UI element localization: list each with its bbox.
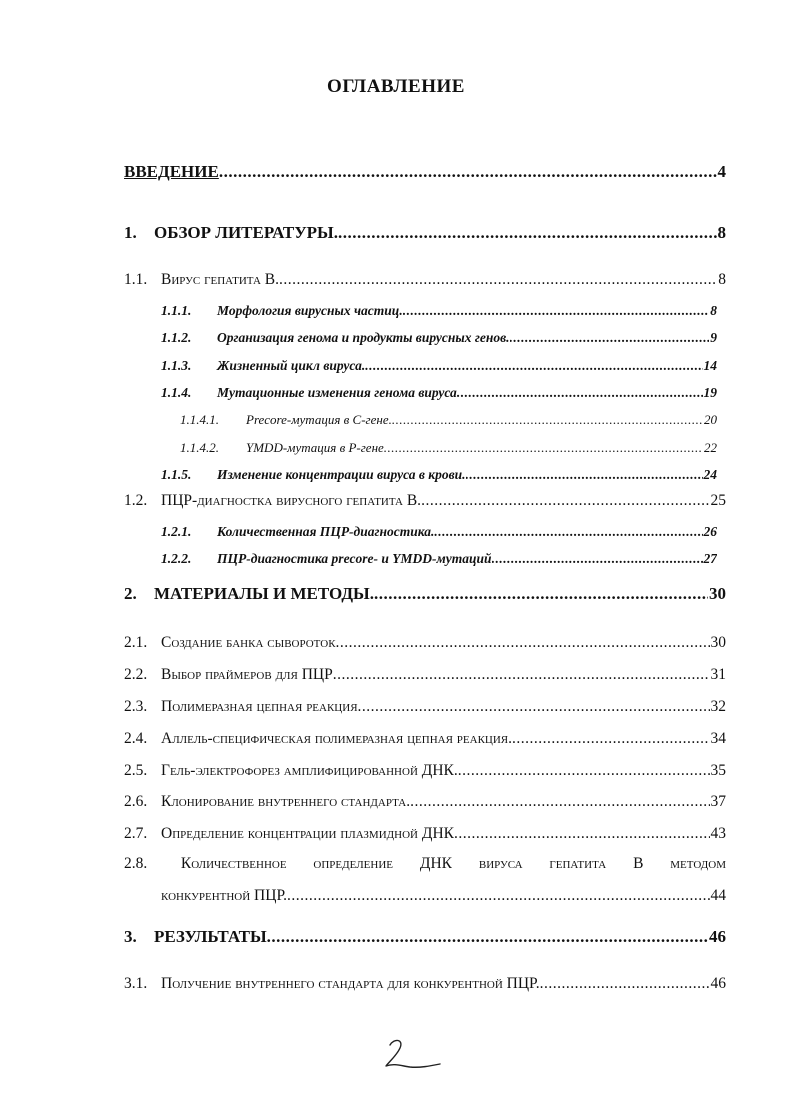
toc-number: 1.1.4. [161,385,192,400]
toc-number: 1.1.1. [161,303,192,318]
toc-entry-3-1 [124,972,726,996]
toc-entry-1-2 [124,489,726,513]
toc-number: 1.1. [124,271,148,288]
toc-page: 46 [709,927,726,946]
toc-word: В [633,855,644,872]
toc-entry-1-2-2 [161,547,717,571]
toc-number: 2.2. [124,666,148,683]
toc-number: 2.1. [124,634,148,651]
toc-word: вируса [478,855,523,872]
toc-leader [410,790,709,814]
toc-leader [392,408,703,432]
toc-page: 24 [703,467,717,482]
toc-page: 35 [710,762,726,779]
toc-leader [492,547,703,571]
toc-entry-1-2-1 [161,520,717,544]
toc-leader [466,463,703,487]
toc-leader [434,520,702,544]
toc-leader [333,663,710,687]
toc-leader [512,727,709,751]
toc-label: Жизненный цикл вируса. [217,358,366,373]
toc-label: Морфология вирусных частиц. [217,303,403,318]
toc-label: Получение внутреннего стандарта для конкурентной ПЦР. [161,975,540,992]
toc-number: 1.1.2. [161,330,192,345]
toc-entry-2-7 [124,822,726,846]
toc-entry-chapter-1 [124,221,726,245]
toc-entry-1-1-4 [161,381,717,405]
toc-number: 1.1.3. [161,358,192,373]
toc-leader [279,268,717,292]
toc-label: Изменение концентрации вируса в крови. [217,467,466,482]
toc-leader [384,436,703,460]
toc-page: 8 [710,303,717,318]
handwritten-page-number [378,1036,448,1076]
toc-leader [540,972,710,996]
toc-label: Определение концентрации плазмидной ДНК [161,825,454,842]
toc-entry-1-1-1 [161,299,717,323]
toc-entry-chapter-2 [124,582,726,606]
toc-label: Вирус гепатита В. [161,271,279,288]
toc-entry-1-1-2 [161,326,717,350]
toc-label: Аллель-специфическая полимеразная цепная реакция. [161,730,513,747]
toc-label: Мутационные изменения генома вируса [217,385,457,400]
toc-entry-1-1-4-1 [180,408,717,432]
toc-word: Количественное [180,855,287,872]
toc-page: 31 [710,666,726,683]
toc-number: 1.1.4.2. [180,440,219,455]
toc-page: 14 [703,358,717,373]
toc-word: гепатита [549,855,607,872]
toc-page: 27 [703,551,717,566]
toc-leader [338,221,717,245]
toc-word: методом [670,855,726,872]
toc-leader [458,759,710,783]
toc-leader [219,160,717,184]
toc-label: Количественная ПЦР-диагностика. [217,524,435,539]
toc-label: ПЦР-диагностика precore- и YMDD-мутаций [217,551,492,566]
toc-leader [454,822,710,846]
toc-leader [374,582,708,606]
toc-leader [365,354,702,378]
toc-number: 1.2.1. [161,524,192,539]
toc-entry-1-1-4-2 [180,436,717,460]
toc-page: 9 [710,330,717,345]
toc-page: 44 [710,887,726,904]
toc-number: 1.2.2. [161,551,192,566]
toc-entry-2-4 [124,727,726,751]
toc-entry-2-3 [124,695,726,719]
toc-label: Precore-мутация в С-гене. [246,412,392,427]
toc-number: 1.1.4.1. [180,412,219,427]
toc-page: 32 [710,698,726,715]
toc-label: конкурентной ПЦР. [161,887,288,904]
toc-number: 1. [124,223,137,242]
toc-number: 2.7. [124,825,148,842]
toc-entry-2-8 [124,852,726,876]
toc-label: ВВЕДЕНИЕ [124,162,219,181]
toc-number: 2.3. [124,698,148,715]
toc-number: 3. [124,927,137,946]
toc-label: Создание банка сывороток [161,634,336,651]
toc-page: 30 [710,634,726,651]
toc-page: 34 [710,730,726,747]
toc-page: 8 [718,271,726,288]
toc-entry-chapter-3 [124,925,726,949]
toc-page: 43 [710,825,726,842]
toc-leader [287,884,709,908]
page-title: ОГЛАВЛЕНИЕ [327,76,465,97]
toc-entry-1-1 [124,268,726,292]
toc-entry-2-2 [124,663,726,687]
toc-label: ОБЗОР ЛИТЕРАТУРЫ. [154,223,338,242]
toc-number: 2. [124,584,137,603]
toc-leader [267,925,708,949]
toc-page: 46 [710,975,726,992]
toc-number: 2.4. [124,730,148,747]
toc-leader [358,695,710,719]
toc-leader [403,299,710,323]
toc-page: 19 [703,385,717,400]
toc-label: YMDD-мутация в Р-гене [246,440,384,455]
toc-label: МАТЕРИАЛЫ И МЕТОДЫ. [154,584,374,603]
toc-entry-2-5 [124,759,726,783]
toc-entry-1-1-3 [161,354,717,378]
toc-entry-1-1-5 [161,463,717,487]
toc-page: 26 [703,524,717,539]
toc-number: 1.1.5. [161,467,192,482]
toc-word: ДНК [419,855,452,872]
toc-entry-2-1 [124,631,726,655]
toc-page: 37 [710,793,726,810]
toc-page: 22 [704,440,717,455]
toc-entry-2-8-continued [161,884,726,908]
toc-leader [421,489,709,513]
toc-number: 2.5. [124,762,148,779]
toc-number: 3.1. [124,975,148,992]
toc-word: определение [313,855,394,872]
toc-leader [457,381,703,405]
toc-page: 30 [709,584,726,603]
toc-page: 25 [710,492,726,509]
toc-label: РЕЗУЛЬТАТЫ [154,927,267,946]
toc-number: 2.8. [124,855,148,872]
toc-number: 1.2. [124,492,148,509]
toc-label: Выбор праймеров для ПЦР [161,666,333,683]
toc-page: 8 [717,223,726,242]
toc-leader [336,631,710,655]
toc-page: 20 [704,412,717,427]
toc-entry-intro [124,160,726,184]
toc-entry-2-6 [124,790,726,814]
toc-page: 4 [717,162,726,181]
toc-number: 2.6. [124,793,148,810]
toc-label: Организация генома и продукты вирусных генов. [217,330,510,345]
toc-label: Клонирование внутреннего стандарта. [161,793,411,810]
toc-label: Гель-электрофорез амплифицированной ДНК. [161,762,458,779]
toc-label: Полимеразная цепная реакция [161,698,358,715]
toc-leader [510,326,710,350]
toc-label: ПЦР-диагностка вирусного гепатита В. [161,492,422,509]
